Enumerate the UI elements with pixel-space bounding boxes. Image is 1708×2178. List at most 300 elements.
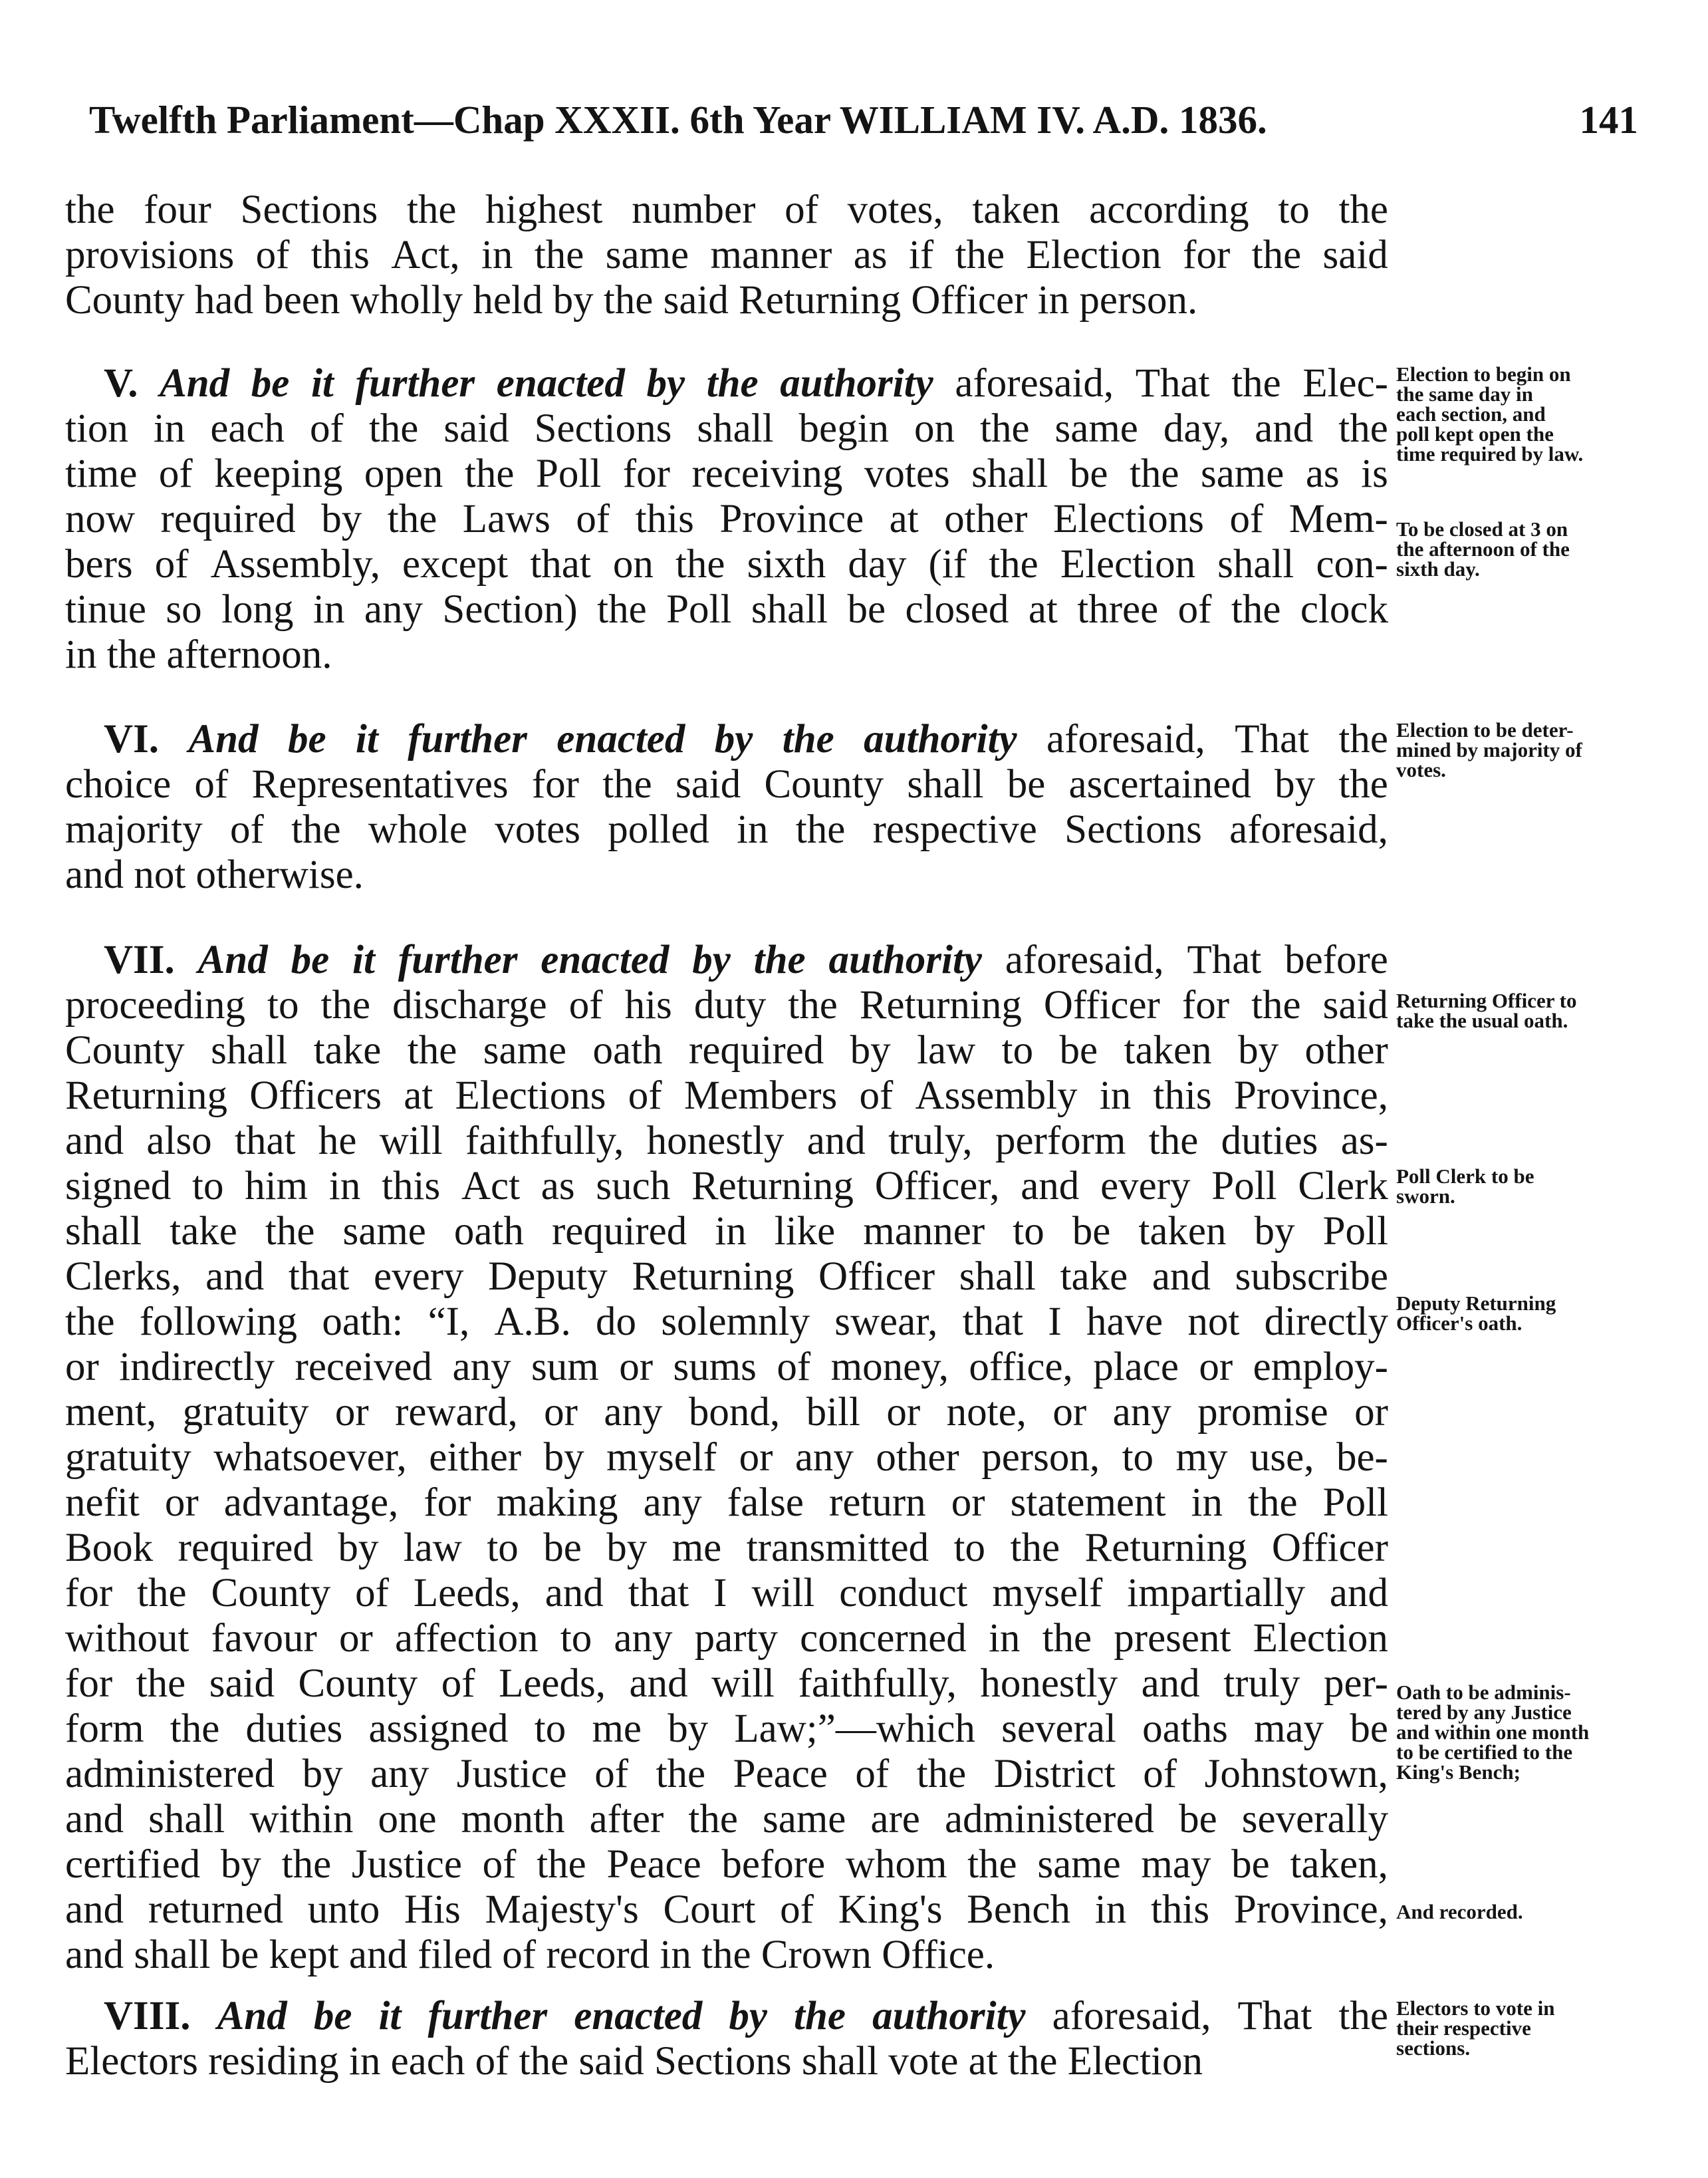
word: note, [946,1390,1027,1434]
word: Clerk [1298,1164,1388,1208]
word: on [612,542,654,587]
word: And [160,361,230,406]
word: Act, [391,233,460,277]
word: place [1093,1345,1179,1389]
note-line: Poll Clerk to be [1396,1164,1534,1188]
word: the [602,762,652,807]
word: shall [907,762,984,807]
word: (if [928,542,967,587]
text-line [65,632,1388,678]
word: polled [608,807,709,852]
word: the [1251,983,1301,1027]
text-line [65,1797,1388,1842]
word: truly [1223,1661,1300,1706]
word: shall [751,587,828,632]
word: I [1048,1299,1062,1344]
word: each [210,406,285,451]
word: of [777,1345,811,1389]
text-line [65,2039,1388,2084]
word: gratuity [182,1390,309,1434]
word: or [164,1480,199,1525]
word: in [1037,278,1080,323]
word: of [859,1073,894,1118]
word: Bench [967,1887,1071,1932]
word: authority [780,361,933,406]
word: at [404,1073,433,1118]
text-line [65,1028,1388,1073]
word: are [870,1797,920,1841]
word: said [578,2039,654,2084]
word: this [382,1164,441,1208]
word: aforesaid, [955,361,1114,406]
word: so [166,587,202,632]
word: be [1179,1797,1217,1841]
note-line: Election to be deter- [1396,718,1574,742]
word: or [1199,1345,1233,1389]
word: to [487,1526,519,1570]
word: authority [828,938,982,982]
word: by [1275,762,1316,807]
word: any [604,1390,663,1434]
word: for [1183,233,1231,277]
word: and [1021,1164,1080,1208]
word: required [689,1028,824,1073]
word: by [338,1526,379,1570]
text-line [65,1073,1388,1119]
paragraph-section-v [65,361,1388,678]
word: Mem- [1288,497,1388,541]
text-line [65,1616,1388,1661]
word: indirectly [119,1345,275,1389]
word: of [229,807,264,852]
word: money, [830,1345,949,1389]
paragraph-continued [65,188,1388,323]
word: Returning [1084,1526,1247,1570]
word: County [211,1571,331,1615]
word: Province, [1233,1073,1388,1118]
word: discharge [392,983,547,1027]
word: kept [269,1933,349,1977]
word: certified [65,1842,201,1887]
word: be [220,1933,269,1977]
text-line [65,1752,1388,1797]
word: take [170,1209,237,1254]
word: vote [888,2039,969,2084]
word: shall [211,1028,288,1073]
text-line [65,983,1388,1028]
word: perform [995,1119,1126,1163]
word: the [170,1706,220,1751]
word: same [1037,1842,1121,1887]
word: of [355,1571,389,1615]
word: VII. [104,938,175,982]
word: Act [461,1164,521,1208]
text-line [65,1345,1388,1390]
word: of [628,1073,662,1118]
word: receiving [691,452,843,496]
word: Returning [859,983,1022,1027]
word: his [624,983,672,1027]
word: further [408,717,527,761]
word: same [1200,452,1284,496]
word: faithfully, [798,1661,957,1706]
word: required [178,1526,313,1570]
word: me [592,1706,642,1751]
word: of [855,1752,890,1796]
word: Election [1026,233,1161,277]
word: now [65,497,136,541]
word: County [65,278,195,323]
word: the [1231,361,1281,406]
word: by [714,717,753,761]
word: may [1254,1706,1324,1751]
word: and [1329,1571,1388,1615]
word: and [348,1933,418,1977]
word: Officer [1043,983,1160,1027]
text-line [65,1887,1388,1933]
word: for [424,1480,471,1525]
word: Poll [1211,1164,1277,1208]
word: and [629,1661,688,1706]
word: the [406,188,457,232]
marginal-note-majority [1396,720,1649,780]
word: truly, [888,1119,973,1163]
word: afternoon. [166,632,332,677]
word: Poll [666,587,732,632]
word: assigned [368,1706,509,1751]
word: nefit [65,1480,140,1525]
word: in [328,1164,361,1208]
word: this [310,233,370,277]
word: the [1338,188,1388,232]
word: required [160,497,296,541]
word: and [1255,406,1314,451]
word: the [706,361,759,406]
word: Elections [455,1073,606,1118]
note-line: sworn. [1396,1184,1455,1208]
word: Majesty's [485,1887,639,1932]
word: Officer [911,278,1038,323]
text-line [65,1164,1388,1209]
word: shall [1217,542,1294,587]
word: person, [981,1435,1100,1480]
word: to [1122,1435,1154,1480]
word: every [374,1254,464,1299]
word: the [407,1028,457,1073]
word: several [1001,1706,1116,1751]
word: one [378,1797,437,1841]
word: the [916,1752,967,1796]
text-line [65,361,1388,406]
word: severally [1241,1797,1388,1841]
word: the [597,587,647,632]
word: four [144,188,211,232]
word: in [313,587,345,632]
word: taken [972,188,1060,232]
word: and [65,1887,124,1932]
word: been [263,278,350,323]
word: ascertained [1068,762,1251,807]
word: County [764,762,884,807]
word: sums [673,1345,757,1389]
word: of [154,542,189,587]
word: Clerks, [65,1254,182,1299]
word: votes, [847,188,943,232]
word: the [967,1842,1017,1887]
word: returned [148,1887,284,1932]
word: for [65,1571,113,1615]
word: long [221,587,294,632]
word: And [217,1994,287,2038]
text-line [65,1933,1388,1978]
word: the [65,1299,115,1344]
word: of [158,452,193,496]
word: Poll [1322,1480,1388,1525]
word: not [1187,1299,1240,1344]
text-line [65,1994,1388,2039]
word: directly [1264,1299,1388,1344]
word: tinue [65,587,146,632]
word: and [1141,1661,1200,1706]
word: be- [1336,1435,1388,1480]
word: time [65,452,138,496]
word: any [643,1480,702,1525]
word: of [482,1842,517,1887]
word: of [594,1752,629,1796]
word: duties [245,1706,343,1751]
word: of [576,497,610,541]
word: Returning [739,278,912,323]
text-line [65,452,1388,497]
word: Peace [606,1842,701,1887]
word: Officer, [874,1164,1000,1208]
word: the [136,1661,186,1706]
word: to [953,1526,986,1570]
word: in [153,406,185,451]
word: at [968,2039,1008,2084]
word: this [1150,1887,1210,1932]
word: of [255,233,290,277]
word: number [632,188,756,232]
word: the [1338,1994,1388,2038]
word: reward, [395,1390,518,1434]
word: be [1350,1706,1388,1751]
word: the [1231,587,1281,632]
word: per- [1323,1661,1388,1706]
word: to [192,1164,224,1208]
word: faithfully, [465,1119,624,1163]
word: the [980,406,1030,451]
word: is [1361,452,1388,496]
word: as- [1340,1119,1388,1163]
text-line [65,717,1388,762]
text-line [65,542,1388,587]
word: proceeding [65,983,245,1027]
word: be [291,938,330,982]
page-number: 141 [1579,98,1638,142]
word: by [1254,1209,1295,1254]
word: votes [864,452,950,496]
word: or [544,1390,578,1434]
word: Law;”—which [734,1706,975,1751]
text-line [65,233,1388,278]
word: in [481,233,513,277]
word: shall [971,452,1048,496]
word: con- [1316,542,1388,587]
word: in [660,1933,702,1977]
word: shall [801,2039,889,2084]
running-head: Twelfth Parliament—Chap XXXII. 6th Year WILLIAM IV. A.D. 1836. [89,98,1267,142]
word: by [552,278,604,323]
word: by [668,1706,709,1751]
word: further [427,1994,548,2038]
word: day [848,542,907,587]
paragraph-section-viii [65,1994,1388,2084]
word: by [321,497,362,541]
word: my [1175,1435,1228,1480]
text-line [65,188,1388,233]
word: and [806,1119,866,1163]
note-line: their respective [1396,2016,1531,2040]
word: Election [1060,542,1196,587]
word: by [692,938,731,982]
word: Peace [733,1752,828,1796]
word: be [1007,762,1046,807]
note-line: Oath to be adminis- [1396,1681,1571,1704]
word: will [379,1119,443,1163]
word: And [197,938,268,982]
word: by [606,1526,648,1570]
note-line: tered by any Justice [1396,1701,1572,1724]
word: to [560,1616,592,1661]
word: any [452,1345,511,1389]
word: that [530,542,591,587]
word: of [1143,1752,1177,1796]
word: party [694,1616,778,1661]
word: three [1077,587,1159,632]
word: or [886,1390,921,1434]
word: following [139,1299,298,1344]
note-line: To be closed at 3 on [1396,517,1568,541]
word: aforesaid, [1005,938,1164,982]
word: same [763,1797,846,1841]
word: take [313,1028,382,1073]
word: closed [905,587,1009,632]
word: the [1338,717,1388,761]
word: will [711,1661,775,1706]
note-line: take the usual oath. [1396,1009,1568,1032]
word: any [614,1616,673,1661]
word: shall [65,1209,142,1254]
word: and [65,853,134,897]
word: otherwise. [195,853,364,897]
note-line: each section, and [1396,402,1546,426]
marginal-note-returning-officer-oath [1396,991,1649,1031]
note-line: votes. [1396,758,1446,781]
word: That [1135,361,1210,406]
text-line [65,497,1388,542]
word: he [318,1119,357,1163]
word: by [729,1994,767,2038]
note-line: Returning Officer to [1396,989,1577,1012]
word: open [364,452,443,496]
word: taken [1138,1209,1227,1254]
word: that [288,1254,350,1299]
word: That [1237,1994,1312,2038]
word: to [1013,1209,1044,1254]
word: or [1354,1390,1388,1434]
word: in [65,632,107,677]
word: Leeds, [499,1661,606,1706]
word: taken [1124,1028,1212,1073]
word: the [794,1994,846,2038]
text-line [65,762,1388,807]
word: as [541,1164,575,1208]
word: in [988,1616,1021,1661]
word: said [1322,233,1388,277]
word: present [1114,1616,1231,1661]
word: to [534,1706,566,1751]
word: that [962,1299,1024,1344]
word: manner [863,1209,985,1254]
word: other [1304,1028,1388,1073]
word: Elections [1053,497,1204,541]
word: Assembly [915,1073,1078,1118]
word: for [65,1661,113,1706]
word: further [398,938,518,982]
word: Electors [65,2039,209,2084]
word: within [249,1797,354,1841]
word: do [596,1299,637,1344]
word: Office. [882,1933,995,1977]
word: at [889,497,919,541]
word: any [794,1435,854,1480]
word: or [334,1390,369,1434]
note-line: Deputy Returning [1396,1292,1556,1315]
word: the [1148,1119,1199,1163]
word: That [1235,717,1309,761]
word: office, [969,1345,1073,1389]
word: month [461,1797,565,1841]
word: the [106,632,167,677]
note-line: the same day in [1396,382,1533,406]
word: may [1141,1842,1211,1887]
word: bers [65,542,133,587]
text-line [65,1209,1388,1254]
word: Poll [535,452,602,496]
word: Justice [456,1752,567,1796]
word: the [782,717,834,761]
word: Returning [65,1073,227,1118]
word: such [596,1164,671,1208]
word: it [378,1994,402,2038]
word: the [291,807,341,852]
word: either [429,1435,522,1480]
note-line: Officer's oath. [1396,1311,1523,1335]
note-line: and within one month [1396,1720,1590,1744]
word: aforesaid, [1229,807,1388,852]
word: myself [606,1435,717,1480]
word: and [65,1933,134,1977]
word: the [387,497,437,541]
marginal-note-electors-vote [1396,1998,1649,2058]
word: this [635,497,694,541]
word: ment, [65,1390,157,1434]
word: conduct [839,1571,968,1615]
word: same [342,1209,426,1254]
word: begin [798,406,890,451]
word: of [475,2039,519,2084]
